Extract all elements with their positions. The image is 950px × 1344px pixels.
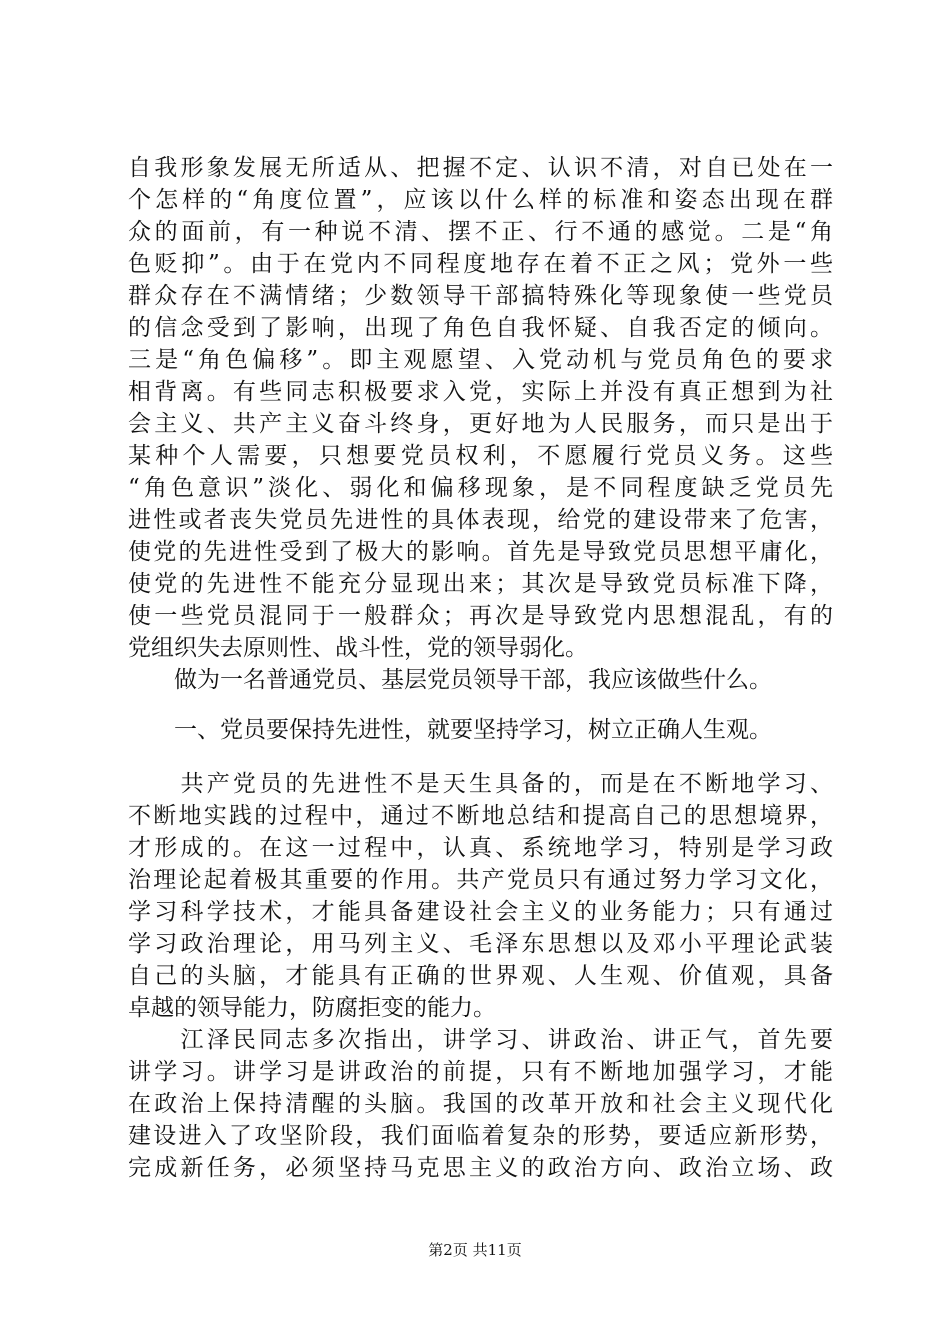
text-line: 党组织失去原则性、战斗性，党的领导弱化。 <box>128 635 588 661</box>
text-line: 相背离。有些同志积极要求入党，实际上并没有真正想到为社 <box>128 379 833 405</box>
text-line: 三是“角色偏移”。即主观愿望、入党动机与党员角色的要求 <box>128 347 833 373</box>
text-line: 个怎样的“角度位置”，应该以什么样的标准和姿态出现在群 <box>128 187 833 213</box>
text-line: 治理论起着极其重要的作用。共产党员只有通过努力学习文化， <box>128 867 833 893</box>
text-line: 学习政治理论，用马列主义、毛泽东思想以及邓小平理论武装 <box>128 931 833 957</box>
text-line: 讲学习。讲学习是讲政治的前提，只有不断地加强学习，才能 <box>128 1059 833 1085</box>
text-line: 使党的先进性受到了极大的影响。首先是导致党员思想平庸化， <box>128 539 833 565</box>
text-line: 使党的先进性不能充分显现出来；其次是导致党员标准下降， <box>128 571 833 597</box>
text-line: 群众存在不满情绪；少数领导干部搞特殊化等现象使一些党员 <box>128 283 833 309</box>
text-line: 在政治上保持清醒的头脑。我国的改革开放和社会主义现代化 <box>128 1091 833 1117</box>
text-line: 色贬抑”。由于在党内不同程度地存在着不正之风；党外一些 <box>128 251 833 277</box>
text-line: 众的面前，有一种说不清、摆不正、行不通的感觉。二是“角 <box>128 219 833 245</box>
text-line: 卓越的领导能力，防腐拒变的能力。 <box>128 995 496 1021</box>
text-line: 学习科学技术，才能具备建设社会主义的业务能力；只有通过 <box>128 899 833 925</box>
text-line: 江泽民同志多次指出，讲学习、讲政治、讲正气，首先要 <box>128 1027 833 1053</box>
text-line: 的信念受到了影响，出现了角色自我怀疑、自我否定的倾向。 <box>128 315 833 341</box>
section-heading: 一、党员要保持先进性，就要坚持学习，树立正确人生观。 <box>128 717 772 743</box>
text-line: “角色意识”淡化、弱化和偏移现象，是不同程度缺乏党员先 <box>128 475 833 501</box>
text-line: 才形成的。在这一过程中，认真、系统地学习，特别是学习政 <box>128 835 833 861</box>
text-line: 建设进入了攻坚阶段，我们面临着复杂的形势，要适应新形势， <box>128 1123 833 1149</box>
page-number-footer: 第2页 共11页 <box>428 1241 522 1259</box>
text-line: 完成新任务，必须坚持马克思主义的政治方向、政治立场、政 <box>128 1155 833 1181</box>
text-line: 共产党员的先进性不是天生具备的，而是在不断地学习、 <box>128 771 833 797</box>
document-body <box>128 152 833 1184</box>
text-line: 某种个人需要，只想要党员权利，不愿履行党员义务。这些 <box>128 443 833 469</box>
text-line: 进性或者丧失党员先进性的具体表现，给党的建设带来了危害， <box>128 507 833 533</box>
text-line: 会主义、共产主义奋斗终身，更好地为人民服务，而只是出于 <box>128 411 833 437</box>
paragraph-gap <box>128 746 833 768</box>
text-line: 不断地实践的过程中，通过不断地总结和提高自己的思想境界， <box>128 803 833 829</box>
paragraph-gap <box>128 696 833 714</box>
text-line: 使一些党员混同于一般群众；再次是导致党内思想混乱，有的 <box>128 603 833 629</box>
text-line: 自己的头脑，才能具有正确的世界观、人生观、价值观，具备 <box>128 963 833 989</box>
paragraph-line: 做为一名普通党员、基层党员领导干部，我应该做些什么。 <box>128 667 772 693</box>
text-line: 自我形象发展无所适从、把握不定、认识不清，对自已处在一 <box>128 155 833 181</box>
